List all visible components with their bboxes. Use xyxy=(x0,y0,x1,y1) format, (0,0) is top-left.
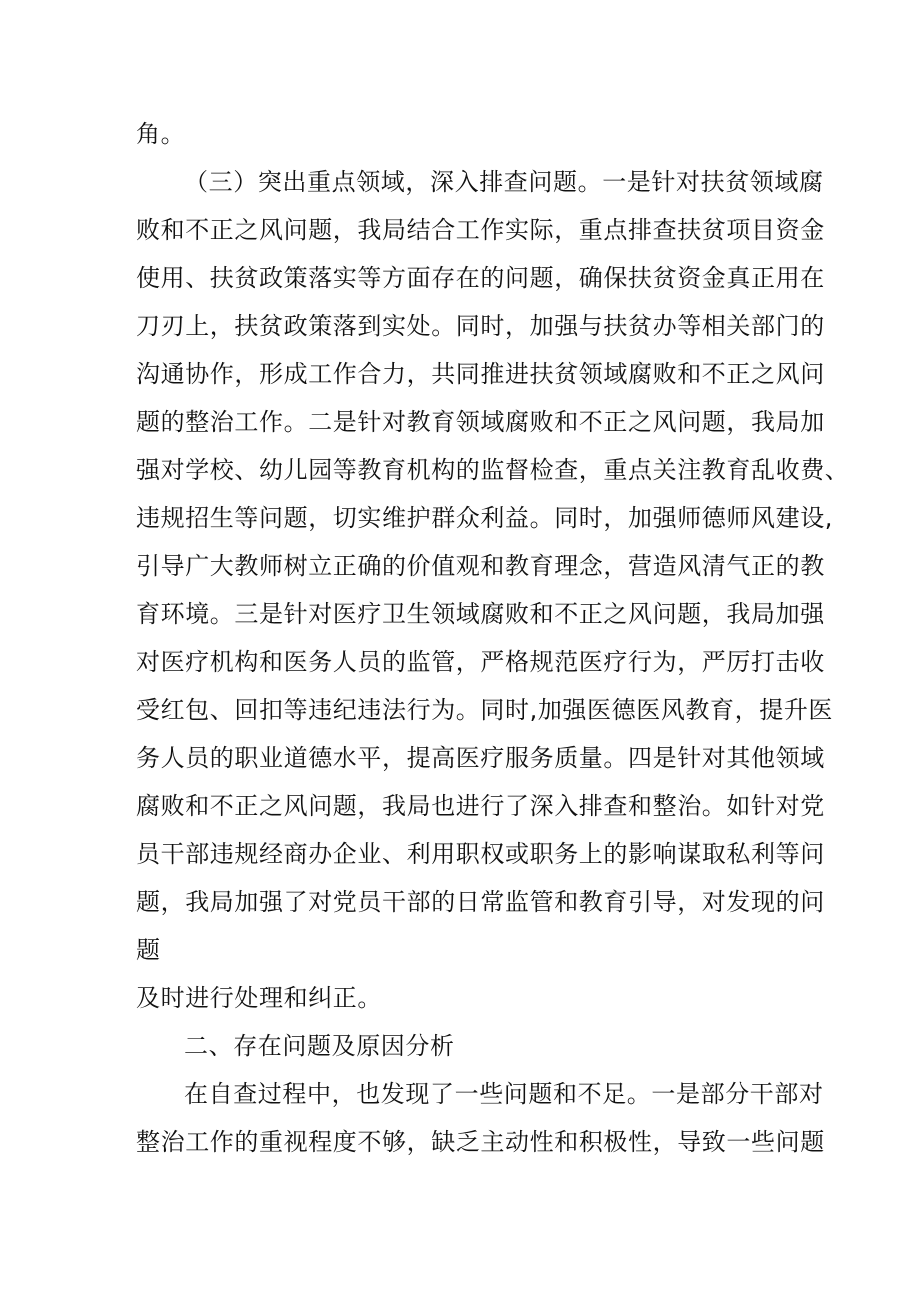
text-line: 务人员的职业道德水平，提高医疗服务质量。四是针对其他领域 xyxy=(136,744,825,772)
text-line: 引导广大教师树立正确的价值观和教育理念，营造风清气正的教 xyxy=(136,552,825,580)
text-line: （三）突出重点领域，深入排查问题。一是针对扶贫领域腐 xyxy=(184,168,824,196)
text-line: 角。 xyxy=(136,120,186,148)
text-line: 沟通协作，形成工作合力，共同推进扶贫领域腐败和不正之风问 xyxy=(136,360,825,388)
text-line: 强对学校、幼儿园等教育机构的监督检查，重点关注教育乱收费、 xyxy=(136,456,850,484)
text-line: 违规招生等问题，切实维护群众利益。同时，加强师德师风建设, xyxy=(136,504,834,532)
text-line: 及时进行处理和纠正。 xyxy=(136,984,382,1012)
text-line: 育环境。三是针对医疗卫生领域腐败和不正之风问题，我局加强 xyxy=(136,600,825,628)
text-line: 题的整治工作。二是针对教育领域腐败和不正之风问题，我局加 xyxy=(136,408,825,436)
text-line: 题，我局加强了对党员干部的日常监管和教育引导，对发现的问 xyxy=(136,888,825,916)
text-line: 使用、扶贫政策落实等方面存在的问题，确保扶贫资金真正用在 xyxy=(136,264,825,292)
text-line: 员干部违规经商办企业、利用职权或职务上的影响谋取私利等问 xyxy=(136,840,825,868)
text-line: 刀刃上，扶贫政策落到实处。同时，加强与扶贫办等相关部门的 xyxy=(136,312,825,340)
text-line: 在自查过程中，也发现了一些问题和不足。一是部分干部对 xyxy=(184,1080,824,1108)
text-line: 败和不正之风问题，我局结合工作实际，重点排查扶贫项目资金 xyxy=(136,216,825,244)
section-heading: 二、存在问题及原因分析 xyxy=(184,1032,455,1060)
text-line: 腐败和不正之风问题，我局也进行了深入排查和整治。如针对党 xyxy=(136,792,825,820)
text-line: 受红包、回扣等违纪违法行为。同时,加强医德医风教育，提升医 xyxy=(136,696,834,724)
text-line: 题 xyxy=(136,936,161,964)
text-line: 对医疗机构和医务人员的监管，严格规范医疗行为，严厉打击收 xyxy=(136,648,825,676)
text-line: 整治工作的重视程度不够，缺乏主动性和积极性，导致一些问题 xyxy=(136,1128,825,1156)
